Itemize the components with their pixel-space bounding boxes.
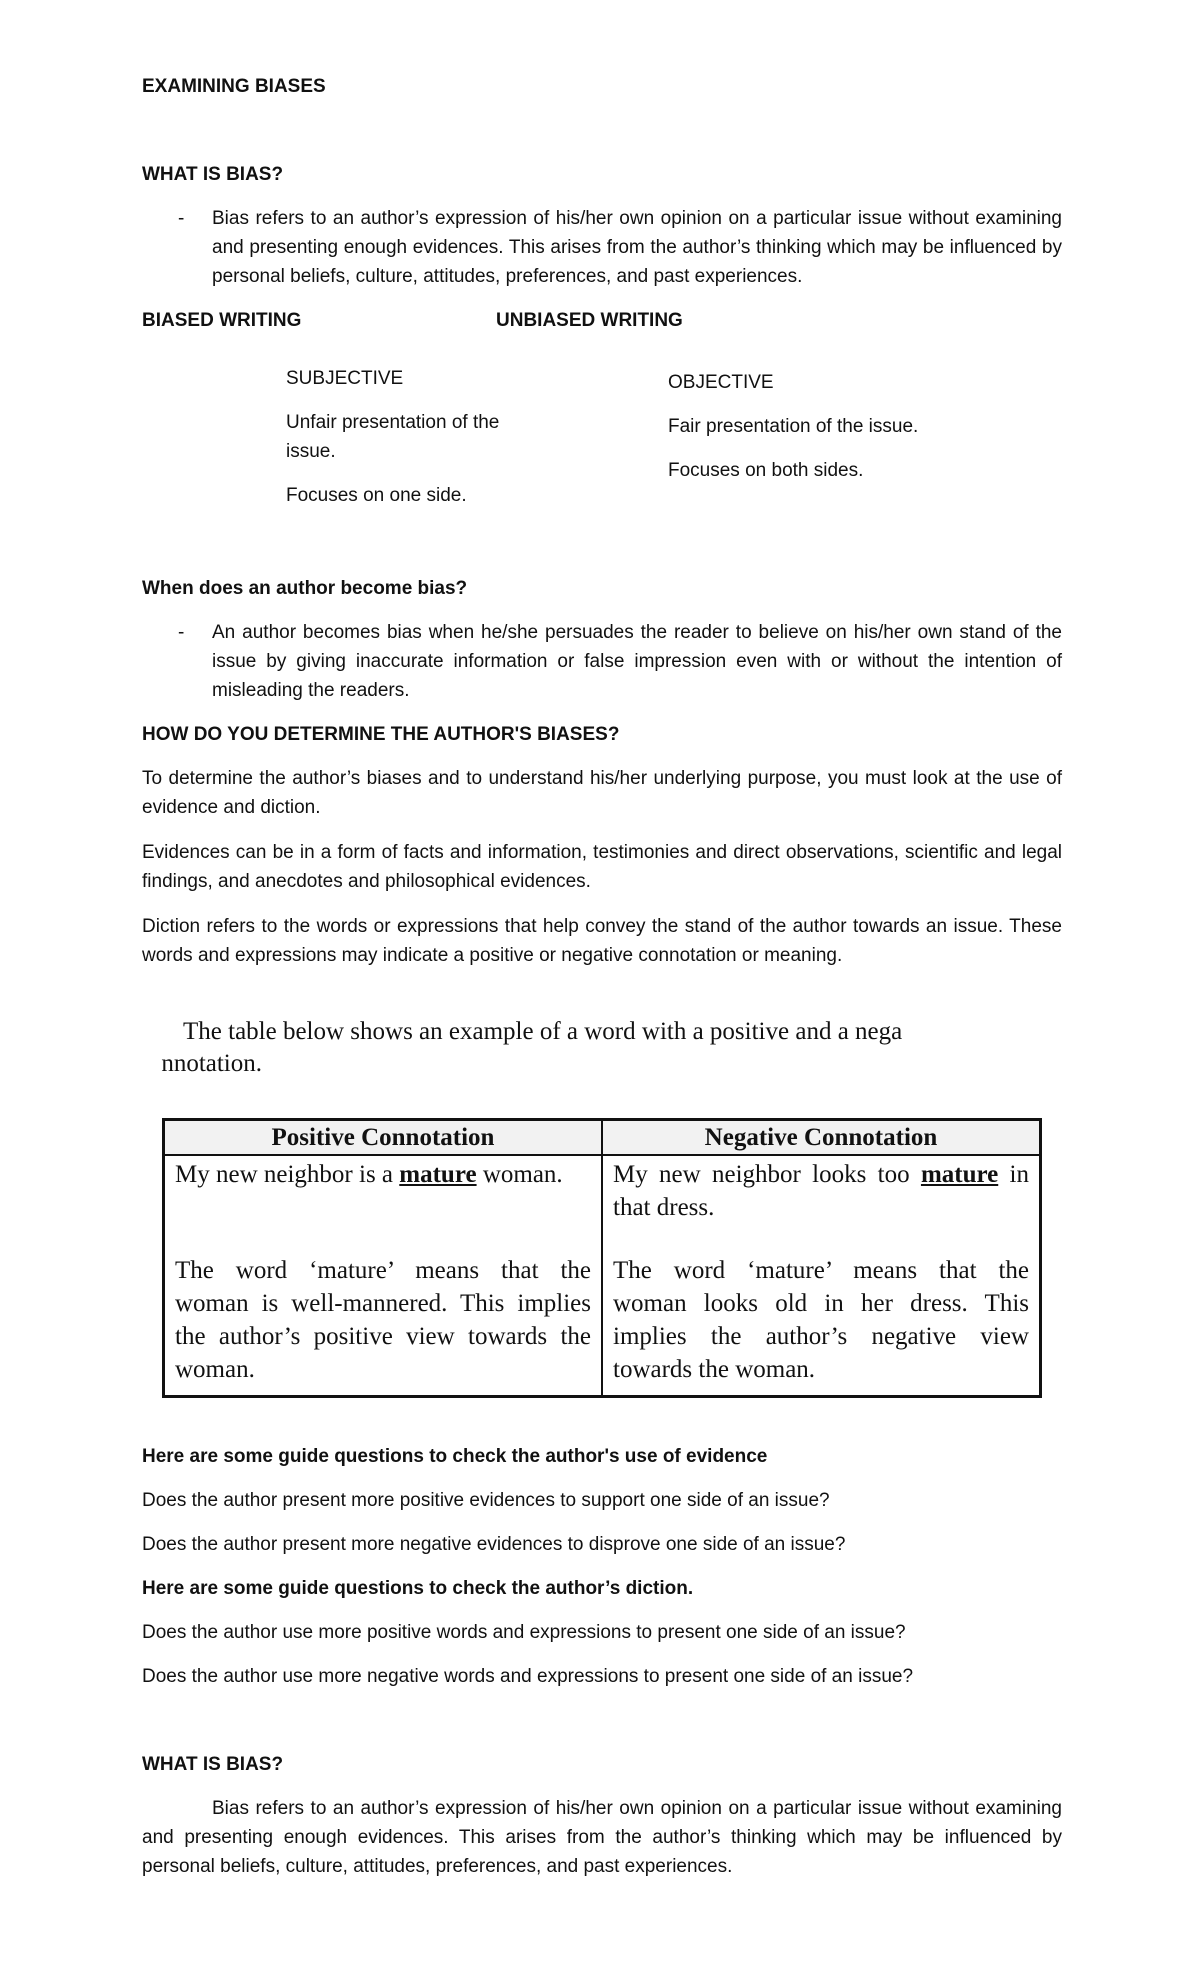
negative-example: My new neighbor looks too mature in that dress. [613, 1161, 1029, 1221]
unbiased-trait: Fair presentation of the issue. [668, 416, 919, 437]
positive-cell [164, 1155, 603, 1397]
unbiased-trait: Focuses on both sides. [668, 460, 864, 481]
table-row [164, 1155, 1041, 1397]
when-bias-heading: When does an author become bias? [142, 578, 468, 599]
guide-question: Does the author use more positive words and expressions to present one side of an issue? [142, 1622, 906, 1643]
document-title: EXAMINING BIASES [142, 76, 326, 97]
bullet-dash: - [178, 622, 185, 643]
when-bias-text: An author becomes bias when he/she persuades the reader to believe on his/her own stand of the issue by giving inaccurate information or false impression even with or without the intention of misleading the readers. [212, 622, 1062, 701]
negative-cell [602, 1155, 1041, 1397]
excerpt-line-1: The table below shows an example of a word with a positive and a nega [183, 1018, 903, 1045]
biased-trait: SUBJECTIVE [286, 368, 404, 389]
bias-definition-text: Bias refers to an author’s expression of his/her own opinion on a particular issue without examining and presenting enough evidences. This arises from the author’s thinking which may be influenced by personal beliefs, culture, attitudes, preferences, and past experiences. [212, 208, 1062, 287]
biased-traits [286, 364, 546, 510]
guide-evidence-heading: Here are some guide questions to check the author's use of evidence [142, 1446, 768, 1467]
evidence-paragraph: Evidences can be in a form of facts and information, testimonies and direct observations, scientific and legal findings, and anecdotes and philosophical evidences. [142, 842, 1062, 892]
negative-note: The word ‘mature’ means that the woman looks old in her dress. This implies the author’s negative view towards the woman. [613, 1257, 1029, 1383]
what-is-bias-heading: WHAT IS BIAS? [142, 164, 284, 185]
keyword-mature: mature [399, 1161, 477, 1188]
diction-paragraph: Diction refers to the words or expressions that help convey the stand of the author towards an issue. These words and expressions may indicate a positive or negative connotation or meaning. [142, 916, 1062, 966]
bullet-dash: - [178, 208, 185, 229]
keyword-mature: mature [920, 1161, 999, 1188]
positive-note: The word ‘mature’ means that the woman is well-mannered. This implies the author’s positive view towards the woman. [175, 1257, 591, 1383]
negative-connotation-header: Negative Connotation [602, 1120, 1041, 1156]
biased-writing-heading: BIASED WRITING [142, 310, 302, 331]
guide-question: Does the author present more negative evidences to disprove one side of an issue? [142, 1534, 846, 1555]
biased-trait: Unfair presentation of the issue. [286, 412, 500, 462]
excerpt-line-2-clip [142, 1048, 262, 1082]
unbiased-writing-heading: UNBIASED WRITING [496, 310, 683, 331]
excerpt-line-2: nnotation. [161, 1050, 262, 1077]
guide-question: Does the author use more negative words and expressions to present one side of an issue? [142, 1666, 914, 1687]
guide-question: Does the author present more positive evidences to support one side of an issue? [142, 1490, 830, 1511]
bias-definition-paragraph: Bias refers to an author’s expression of his/her own opinion on a particular issue without examining and presenting enough evidences. This arises from the author’s thinking which may be influenced by personal beliefs, culture, attitudes, preferences, and past experiences. [142, 1798, 1062, 1877]
what-is-bias-heading-2: WHAT IS BIAS? [142, 1754, 284, 1775]
unbiased-traits [668, 368, 928, 485]
biased-trait: Focuses on one side. [286, 485, 467, 506]
unbiased-trait: OBJECTIVE [668, 372, 774, 393]
positive-connotation-header: Positive Connotation [164, 1120, 603, 1156]
connotation-table [162, 1118, 1042, 1398]
positive-example: My new neighbor is a mature woman. [175, 1161, 563, 1188]
determine-paragraph: To determine the author’s biases and to understand his/her underlying purpose, you must look at the use of evidence and diction. [142, 768, 1062, 818]
table-header-row [164, 1120, 1041, 1156]
determine-biases-heading: HOW DO YOU DETERMINE THE AUTHOR'S BIASES? [142, 724, 620, 745]
guide-diction-heading: Here are some guide questions to check the author’s diction. [142, 1578, 694, 1599]
